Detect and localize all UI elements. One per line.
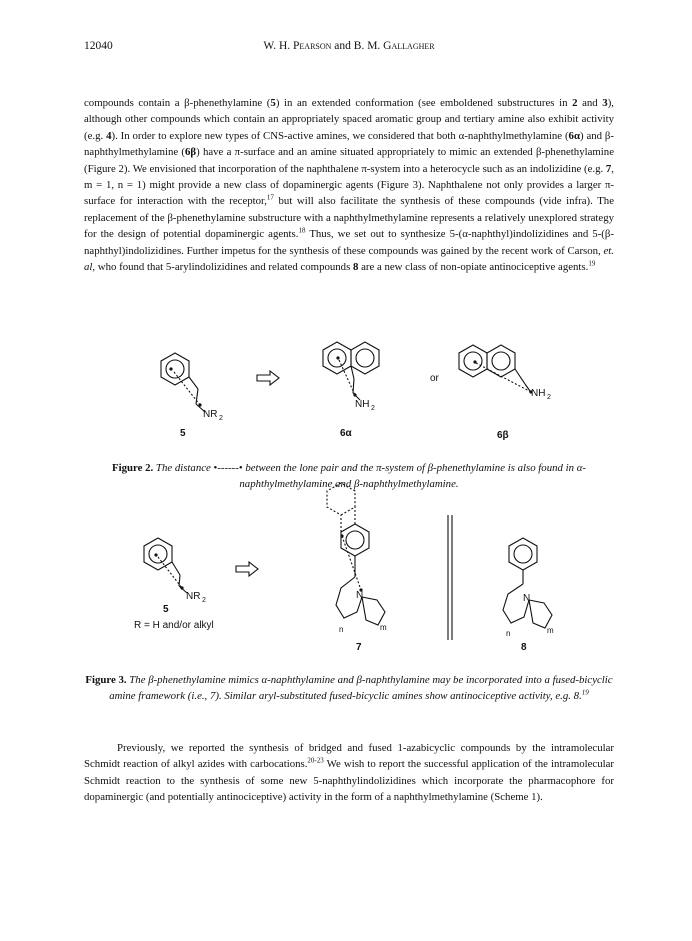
fig2-6alpha-naphthalene [323,342,379,374]
fig3-nr2-label: NR [186,591,201,602]
fig3-n-atom-7: N [356,590,364,601]
fig3-r-definition: R = H and/or alkyl [134,620,214,631]
fig3-compound-8 [503,538,552,628]
fig3-compound-label: 7 [356,642,362,653]
fig2-distance-dash [339,360,355,395]
fig3-n-label-7: n [339,625,344,634]
fig3-compound-7 [327,483,385,625]
fig2-nr2-subscript: 2 [219,415,223,422]
fig3-compound-label: 5 [163,604,169,615]
fig2-compound-label: 5 [180,428,186,439]
fig3-arrow [236,562,258,576]
body-paragraph-1: compounds contain a β-phenethylamine (5) in an extended conformation (see emboldened substructures in 2 and 3), although other compounds which contain an appropriately spaced aromatic group and tertiary amine also exhibit activity (e.g. 4). In order to explore new types of CNS-active amines, we considered that both α-naphthylmethylamine (6α) and β-naphthylmethylamine (6β) have a π-surface and an amine situated appropriately to mimic an extended β-phenethylamine (Figure 2). We envisioned that incorporation of the naphthalene π-system into a heterocycle such as an indolizidine (e.g. 7, m = 1, n = 1) might provide a new class of dopaminergic agents (Figure 3). Naphthalene not only provides a larger π-surface for interaction with the receptor,$^{17}$ but will also facilitate the synthesis of these compounds (vide infra). The replacement of the β-phenethylamine substructure with a naphthylmethylamine represents a relatively unexplored strategy for the design of potential dopaminergic agents.$^{18}$ Thus, we set out to synthesize 5-(α-naphthyl)indolizidines and 5-(β-naphthyl)indolizidines. Further impetus for the synthesis of these compounds was gained by the recent work of Carson, et. al, who found that 5-arylindolizidines and related compounds 8 are a new class of non-opiate antinociceptive agents.$^{19}$ [84,97,614,274]
fig2-compound-label: 6β [497,430,509,441]
fig2-bond [515,369,525,384]
fig3-n-label-8: n [506,629,511,638]
fig2-nh2-label-a: NH [355,399,370,410]
figure-2-caption: Figure 2. The distance •------• between the lone pair and the π-system of β-phenethylamine is also found in α-naphthylmethylamine and β-naphthylmethylamine. [112,462,586,490]
fig3-m-label-8: m [547,626,554,635]
citation: 17 [266,193,274,202]
page-number: 12040 [84,40,113,52]
fig3-compound-label: 8 [521,642,527,653]
fig2-bond [525,384,530,391]
fig2-compound-label: 6α [340,428,352,439]
fig2-distance-dash [476,363,531,392]
fig2-nh2-subscript-b: 2 [547,394,551,401]
fig3-bond [172,562,180,575]
fig2-compound-5-benzene [161,353,189,385]
fig2-6beta-naphthalene [459,345,515,377]
fig2-or-label: or [430,373,439,384]
fig3-m-label-7: m [380,623,387,632]
fig3-nr2-subscript: 2 [202,597,206,604]
fig2-nh2-subscript-a: 2 [371,405,375,412]
fig3-compound-5-benzene [144,538,172,570]
fig2-bond [189,377,198,389]
citation: 20-23 [307,756,324,765]
fig2-arrow [257,371,279,385]
fig2-nh2-label-b: NH [531,388,546,399]
running-head-authors: W. H. Pearson and B. M. Gallagher [263,40,435,52]
figure-3-caption: Figure 3. The β-phenethylamine mimics α-naphthylamine and β-naphthylamine may be incorporated into a fused-bicyclic amine framework (i.e., 7). Similar aryl-substituted fused-bicyclic amines show antinociceptive activity, e.g. 8.19 [85,674,613,702]
fig3-n-atom-8: N [523,593,531,604]
citation: 18 [298,226,306,235]
body-paragraph-2: Previously, we reported the synthesis of bridged and fused 1-azabicyclic compounds by the intramolecular Schmidt reaction of alkyl azides with carbocations.$^{20-23}$ We wish to report the successful application of the intramolecular Schmidt reaction to the synthesis of some new 5-naphthylindolizidines which incorporate the pharmacophore for dopaminergic (and potentially antinociceptive) activity in the form of a naphthylmethylamine (Scheme 1). [84,742,614,804]
fig2-nr2-label: NR [203,409,218,420]
fig3-bond [179,575,180,586]
citation: 19 [588,259,596,268]
